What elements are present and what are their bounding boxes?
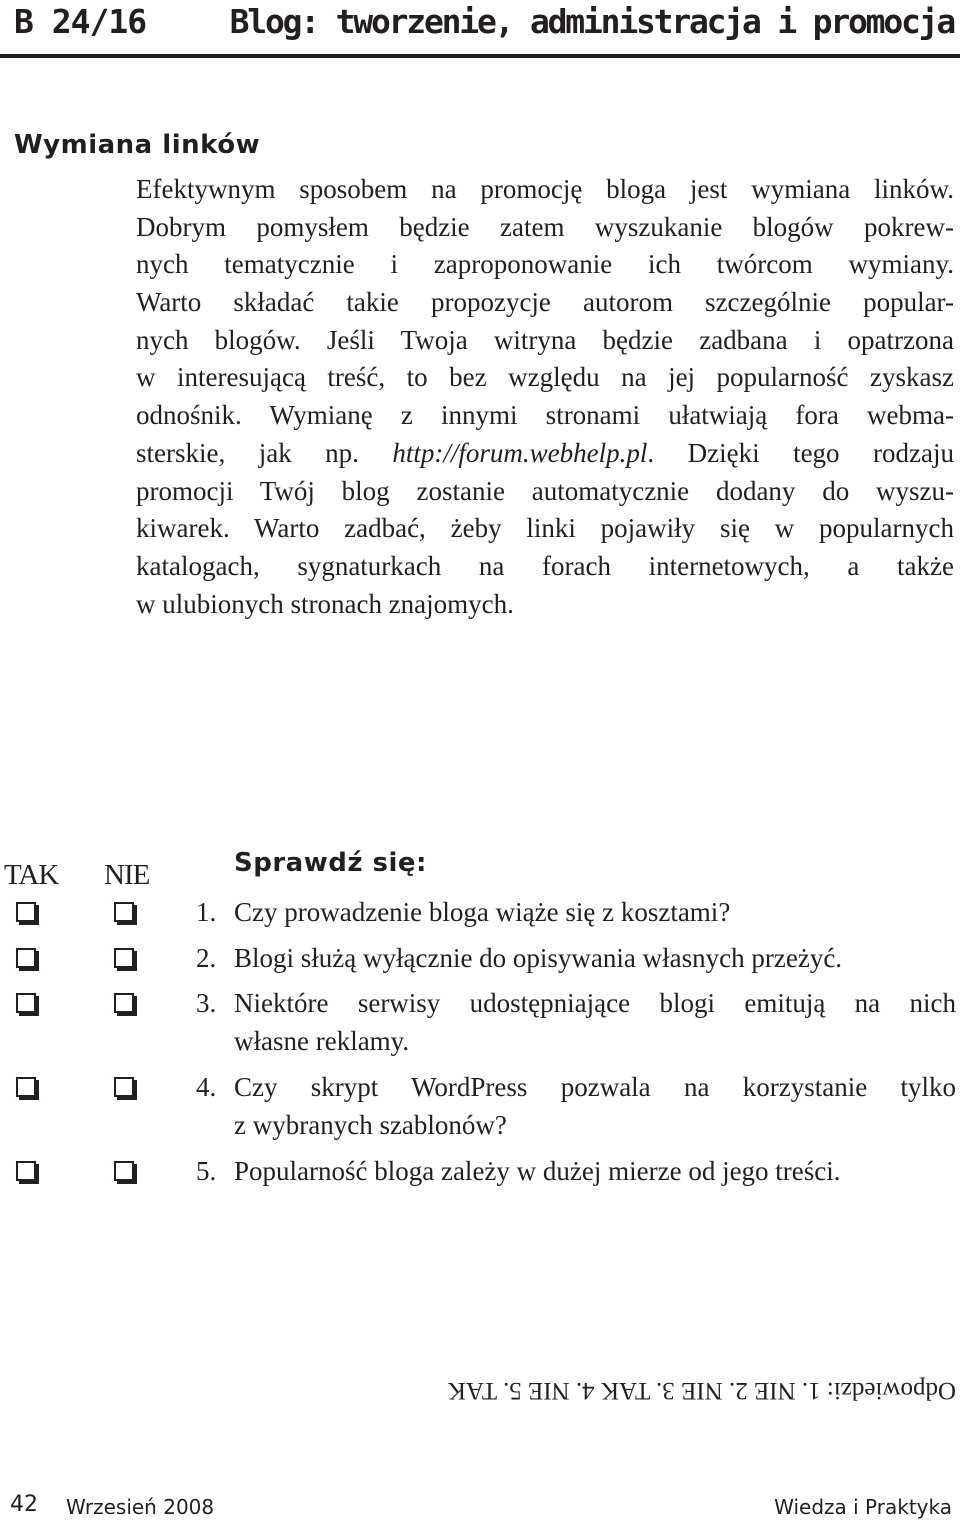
- question-number: 4.: [196, 1072, 217, 1102]
- quiz-question-1: [196, 894, 956, 934]
- question-line: własne reklamy.: [234, 1025, 410, 1056]
- checkbox-no-2[interactable]: [114, 948, 134, 968]
- paragraph-line: w ulubionych stronach znajomych.: [136, 588, 514, 619]
- question-text: [234, 940, 956, 978]
- question-line: Czy prowadzenie bloga wiąże się z kosztami?: [234, 897, 731, 927]
- question-line: z wybranych szablonów?: [234, 1109, 507, 1140]
- paragraph-line: kiwarek. Warto zadbać, żeby linki pojawiły się w popularnych: [136, 513, 954, 544]
- question-line: Popularność bloga zależy w dużej mierze od jego treści.: [234, 1156, 841, 1186]
- paragraph-line: nych blogów. Jeśli Twoja witryna będzie zadbana i opatrzona: [136, 324, 954, 355]
- header-divider: [0, 54, 960, 58]
- checkbox-yes-5[interactable]: [16, 1161, 36, 1181]
- paragraph-line: Dobrym pomysłem będzie zatem wyszukanie blogów pokrew-: [136, 211, 954, 242]
- paragraph-line: katalogach, sygnaturkach na forach internetowych, a także: [136, 550, 954, 581]
- question-line: Czy skrypt WordPress pozwala na korzystanie tylko: [234, 1072, 956, 1102]
- question-text: [234, 985, 956, 1060]
- checkbox-no-4[interactable]: [114, 1077, 134, 1097]
- quiz-heading: Sprawdź się:: [234, 848, 427, 878]
- checkbox-no-3[interactable]: [114, 993, 134, 1013]
- checkbox-yes-4[interactable]: [16, 1077, 36, 1097]
- checkbox-no-1[interactable]: [114, 902, 134, 922]
- paragraph-line: w interesującą treść, to bez względu na jej popularność zyskasz: [136, 362, 954, 393]
- question-line: Niektóre serwisy udostępniające blogi emitują na nich: [234, 988, 956, 1018]
- column-header-no: NIE: [104, 859, 150, 891]
- checkbox-no-5[interactable]: [114, 1161, 134, 1181]
- body-paragraph: [136, 171, 954, 623]
- paragraph-line: odnośnik. Wymianę z innymi stronami ułatwiają fora webma-: [136, 400, 954, 431]
- section-title: Wymiana linków: [14, 130, 261, 160]
- forum-link[interactable]: http://forum.webhelp.pl: [392, 437, 648, 468]
- upside-down-answers: Odpowiedzi: 1. NIE 2. NIE 3. TAK 4. NIE 5. TAK: [447, 1377, 956, 1404]
- chapter-title: Blog: tworzenie, administracja i promocja: [229, 2, 954, 41]
- question-number: 2.: [196, 943, 217, 973]
- page-number: 42: [10, 1492, 38, 1517]
- issue-date: Wrzesień 2008: [66, 1495, 215, 1519]
- question-text: [234, 1153, 956, 1191]
- paragraph-text: . Dzięki tego rodzaju: [647, 437, 954, 468]
- quiz-question-5: [196, 1153, 956, 1193]
- question-number: 5.: [196, 1156, 217, 1186]
- checkbox-yes-2[interactable]: [16, 948, 36, 968]
- question-number: 1.: [196, 897, 217, 927]
- question-text: [234, 894, 956, 932]
- quiz-question-3: [196, 985, 956, 1065]
- paragraph-line-with-link: [136, 435, 954, 473]
- checkbox-yes-3[interactable]: [16, 993, 36, 1013]
- paragraph-line: nych tematycznie i zaproponowanie ich twórcom wymiany.: [136, 249, 954, 280]
- paragraph-line: promocji Twój blog zostanie automatycznie dodany do wyszu-: [136, 475, 954, 506]
- quiz-question-4: [196, 1069, 956, 1149]
- column-header-yes: TAK: [4, 859, 59, 891]
- paragraph-text: sterskie, jak np.: [136, 437, 393, 468]
- paragraph-line: Warto składać takie propozycje autorom szczególnie popular-: [136, 287, 954, 318]
- checkbox-yes-1[interactable]: [16, 902, 36, 922]
- page-header: [0, 0, 960, 62]
- question-text: [234, 1069, 956, 1144]
- question-line: Blogi służą wyłącznie do opisywania własnych przeżyć.: [234, 943, 843, 973]
- quiz-question-2: [196, 940, 956, 980]
- publisher-name: Wiedza i Praktyka: [774, 1495, 952, 1519]
- question-number: 3.: [196, 988, 217, 1018]
- paragraph-line: Efektywnym sposobem na promocję bloga jest wymiana linków.: [136, 174, 954, 204]
- section-code: B 24/16: [14, 2, 147, 41]
